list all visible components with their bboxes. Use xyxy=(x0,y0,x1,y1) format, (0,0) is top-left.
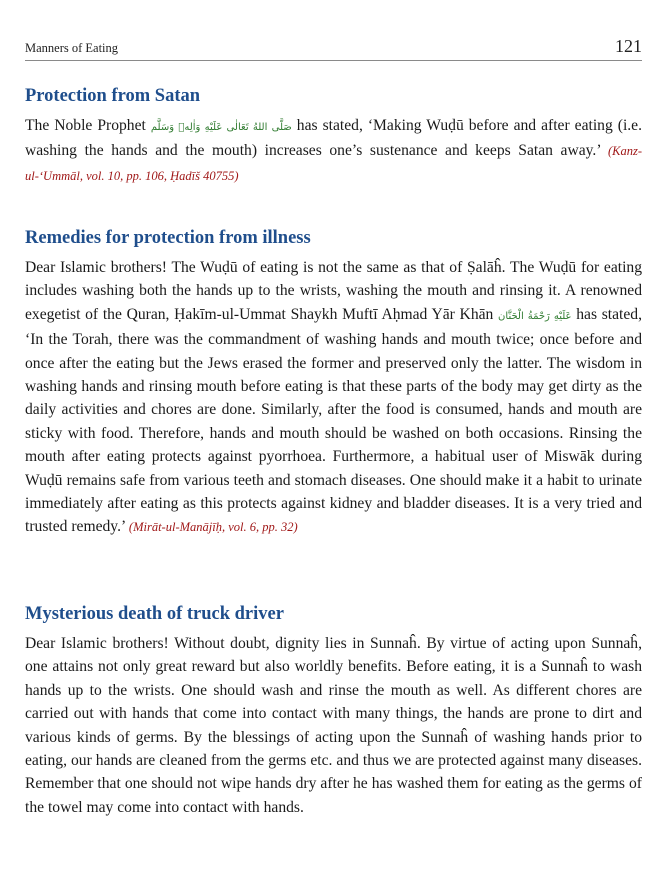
paragraph-text: The Noble Prophet xyxy=(25,117,151,134)
section-paragraph xyxy=(25,256,642,540)
paragraph-text: Dear Islamic brothers! The Wuḍū of eating is not the same as that of Ṣalāĥ. The Wuḍū for eating includes washing both the hands up to the wrists, washing the mouth and rinsing it. A renowned exegetist of the Quran, Ḥakīm-ul-Ummat Shaykh Muftī Aḥmad Yār Khān xyxy=(25,259,642,323)
page-number: 121 xyxy=(615,36,642,56)
section-paragraph xyxy=(25,114,642,188)
section-heading: Protection from Satan xyxy=(25,86,201,106)
running-title: Manners of Eating xyxy=(25,41,119,55)
section-paragraph: Dear Islamic brothers! Without doubt, dignity lies in Sunnaĥ. By virtue of acting upon Sunnaĥ, one attains not only great reward but also worldly benefits. Before eating, it is a Sunnaĥ to wash hands up to the wrists. One should wash and rinse the mouth as well. As different chores are carried out with hands that come into contact with many things, the hands are prone to dirt and various kinds of germs. By the blessings of acting upon the Sunnaĥ of washing hands prior to eating, our hands are cleaned from the germs etc. and thus we are protected against many diseases. Remember that one should not wipe hands dry after he has washed them for eating as the germs of the towel may come into contact with hands. xyxy=(25,635,642,816)
section-heading: Mysterious death of truck driver xyxy=(25,604,284,624)
section-heading: Remedies for protection from illness xyxy=(25,228,311,248)
citation: (Kanz-ul-‘Ummāl, vol. 10, pp. 106, Ḥadīš 40755) xyxy=(25,144,642,183)
paragraph-text: has stated, ‘Making Wuḍū before and after eating (i.e. washing the hands and the mouth) increases one’s sustenance and keeps Satan away.’ xyxy=(25,117,642,160)
section-protection-from-satan xyxy=(25,84,642,188)
arabic-salutation: عَلَيْهِ رَحْمَةُ الْحَنَّان xyxy=(498,310,572,322)
section-remedies-for-protection xyxy=(25,226,642,540)
page-header xyxy=(25,34,642,61)
section-mysterious-death xyxy=(25,602,642,819)
arabic-salutation: صَلَّى اللهُ تَعَالٰى عَلَيْهِ وَاٰلِهٖ وَسَلَّم xyxy=(150,122,292,133)
citation: (Mirāt-ul-Manājīḥ, vol. 6, pp. 32) xyxy=(128,520,298,535)
paragraph-text: has stated, ‘In the Torah, there was the commandment of washing hands and mouth twice; once before and once after the eating but the Jews erased the former and preserved only the latter. The wisdom in washing hands and rinsing mouth before eating is that these parts of the body may get dirty as the daily activities and chores are done. Similarly, after the food is consumed, hands and mouth are sticky with food. Therefore, hands and mouth should be washed on both occasions. Rinsing the mouth after eating protects against pyorrhoea. Furthermore, a habitual user of Miswāk during Wuḍū remains safe from various teeth and stomach diseases. One should make it a habit to urinate immediately after eating as this protects against kidney and bladder diseases. It is a very tried and trusted remedy.’ xyxy=(25,305,643,536)
